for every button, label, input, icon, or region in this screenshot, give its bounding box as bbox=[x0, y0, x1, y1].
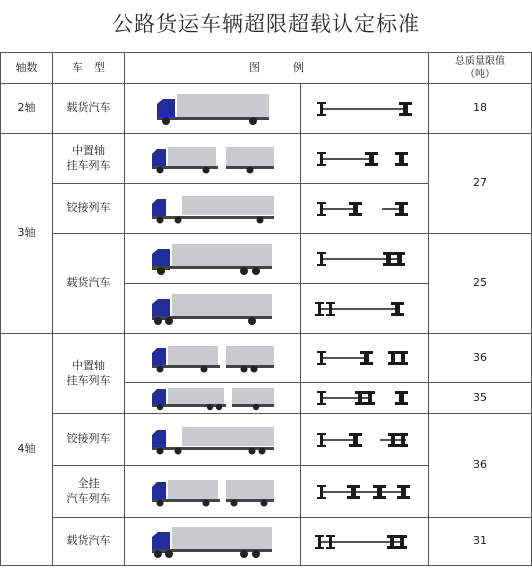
axle-diagram bbox=[301, 466, 429, 518]
vehicle-type-line2: 挂车列车 bbox=[66, 158, 111, 172]
truck-image bbox=[125, 518, 301, 566]
truck-image bbox=[125, 84, 301, 134]
truck-image bbox=[125, 334, 301, 383]
vehicle-type-line1: 全挂 bbox=[77, 476, 100, 490]
header-type: 车 型 bbox=[53, 53, 125, 84]
header-row bbox=[1, 53, 532, 84]
full-trailer-train-icon bbox=[148, 476, 278, 508]
articulated-train-4axle-icon bbox=[148, 424, 278, 456]
standards-table bbox=[0, 52, 532, 566]
vehicle-type-line1: 中置轴 bbox=[72, 143, 105, 157]
table-row bbox=[1, 234, 532, 284]
limit-value: 18 bbox=[429, 84, 532, 134]
limit-value: 25 bbox=[429, 234, 532, 334]
axle-4d-icon bbox=[310, 482, 420, 502]
header-limit-label: 总质量限值 bbox=[455, 56, 505, 67]
axle-diagram bbox=[301, 184, 429, 234]
axle-diagram bbox=[301, 334, 429, 383]
vehicle-type: 载货汽车 bbox=[53, 518, 125, 566]
axle-diagram bbox=[301, 414, 429, 466]
truck-image bbox=[125, 383, 301, 414]
center-axle-trailer-4axle-icon bbox=[148, 342, 278, 374]
header-limit-unit: （吨） bbox=[465, 69, 495, 80]
header-limit bbox=[429, 53, 532, 84]
truck-image bbox=[125, 414, 301, 466]
vehicle-type: 铰接列车 bbox=[53, 414, 125, 466]
axle-diagram bbox=[301, 383, 429, 414]
axle-diagram bbox=[301, 518, 429, 566]
center-axle-trailer-train-icon bbox=[148, 143, 278, 175]
limit-value: 35 bbox=[429, 383, 532, 414]
vehicle-type: 铰接列车 bbox=[53, 184, 125, 234]
truck-image bbox=[125, 284, 301, 334]
axle-4e-icon bbox=[310, 532, 420, 552]
truck-image bbox=[125, 466, 301, 518]
truck-image bbox=[125, 134, 301, 184]
rigid-truck-2axle-icon bbox=[153, 92, 273, 126]
limit-value: 27 bbox=[429, 134, 532, 234]
articulated-train-icon bbox=[148, 193, 278, 225]
axle-3c-icon bbox=[310, 249, 420, 269]
rigid-truck-3axle-icon bbox=[148, 242, 278, 276]
axle-group-3: 3轴 bbox=[1, 134, 53, 334]
axle-diagram bbox=[301, 234, 429, 284]
table-row bbox=[1, 518, 532, 566]
axle-diagram bbox=[301, 284, 429, 334]
limit-value: 36 bbox=[429, 334, 532, 383]
axle-4a-icon bbox=[310, 348, 420, 368]
axle-2-icon bbox=[310, 99, 420, 119]
axle-4c-icon bbox=[310, 430, 420, 450]
truck-image bbox=[125, 184, 301, 234]
page-title: 公路货运车辆超限超载认定标准 bbox=[112, 12, 420, 36]
vehicle-type bbox=[53, 466, 125, 518]
vehicle-type bbox=[53, 334, 125, 414]
vehicle-type-line2: 挂车列车 bbox=[66, 373, 111, 387]
table-row bbox=[1, 134, 532, 184]
axle-diagram bbox=[301, 134, 429, 184]
limit-value: 31 bbox=[429, 518, 532, 566]
vehicle-type bbox=[53, 134, 125, 184]
vehicle-type-line1: 中置轴 bbox=[72, 358, 105, 372]
vehicle-type: 载货汽车 bbox=[53, 84, 125, 134]
axle-diagram bbox=[301, 84, 429, 134]
rigid-truck-3axle-twin-steer-icon bbox=[148, 292, 278, 326]
axle-3a-icon bbox=[310, 149, 420, 169]
limit-value: 36 bbox=[429, 414, 532, 518]
axle-3d-icon bbox=[310, 299, 420, 319]
axle-4b-icon bbox=[310, 388, 420, 408]
rigid-truck-4axle-icon bbox=[148, 525, 278, 559]
vehicle-type-line2: 汽车列车 bbox=[66, 491, 111, 505]
axle-group-4: 4轴 bbox=[1, 334, 53, 566]
header-diagram: 图 例 bbox=[125, 53, 429, 84]
axle-group-2: 2轴 bbox=[1, 84, 53, 134]
header-axles: 轴数 bbox=[1, 53, 53, 84]
truck-image bbox=[125, 234, 301, 284]
table-row bbox=[1, 84, 532, 134]
axle-3b-icon bbox=[310, 199, 420, 219]
vehicle-type: 载货汽车 bbox=[53, 234, 125, 334]
table-row bbox=[1, 334, 532, 383]
table-row bbox=[1, 414, 532, 466]
center-axle-trailer-4axle-b-icon bbox=[148, 385, 278, 411]
